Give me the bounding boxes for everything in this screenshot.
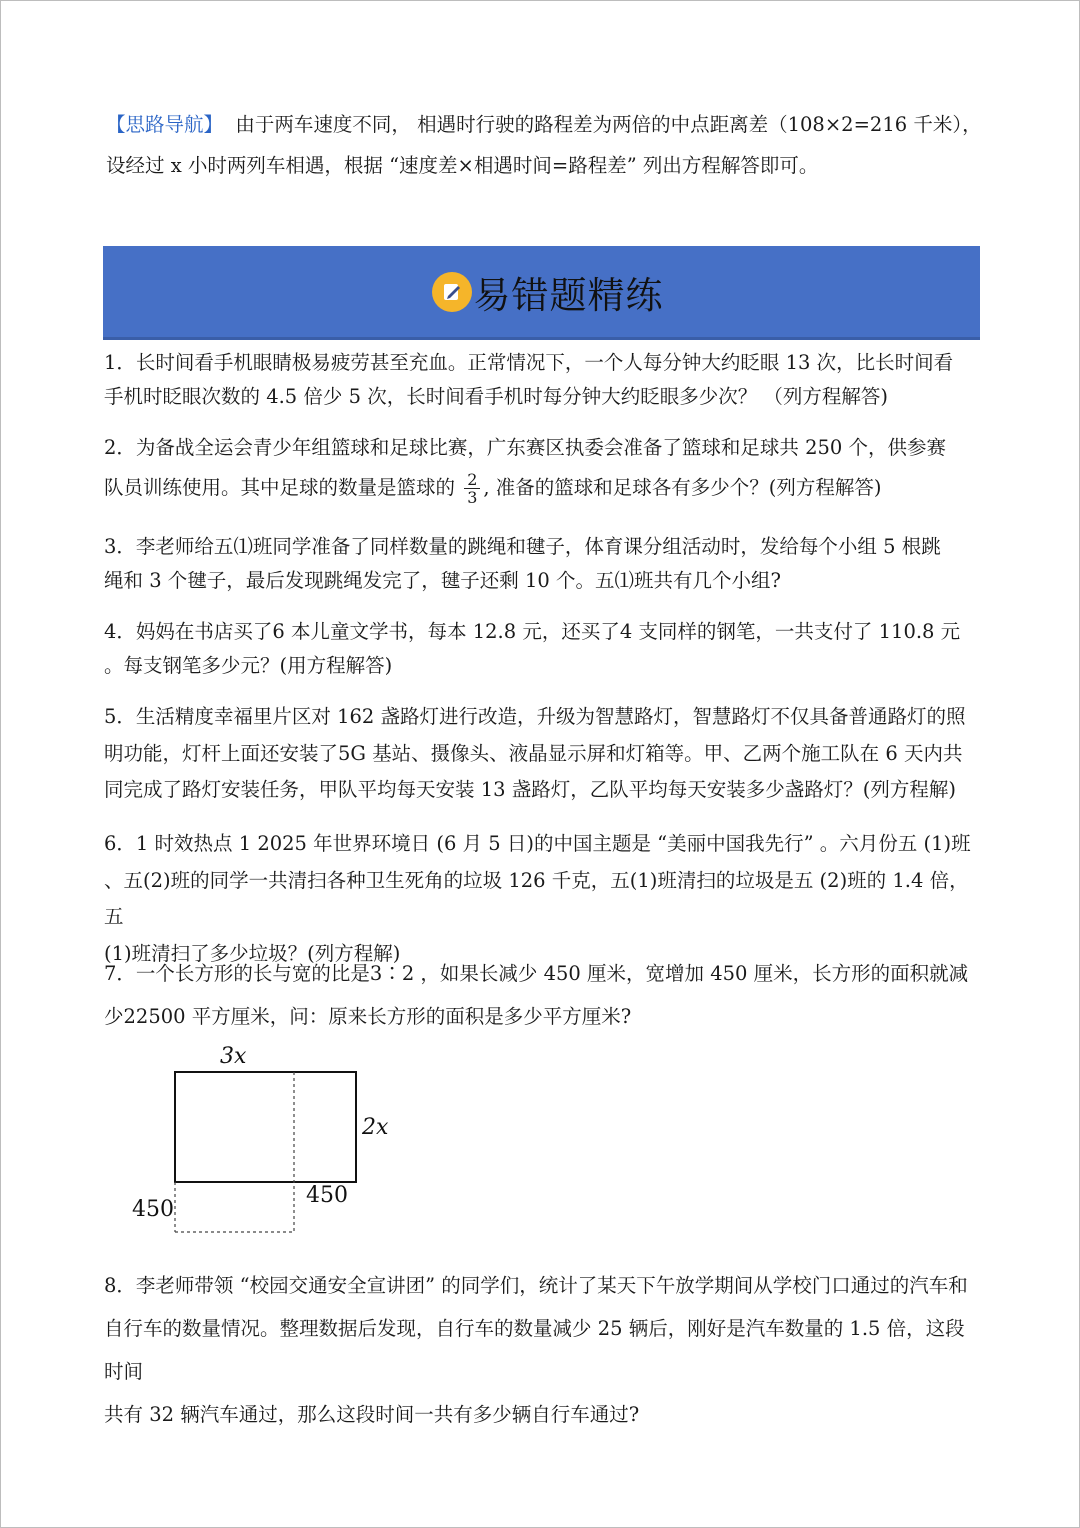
question-line: 手机时眨眼次数的 4.5 倍少 5 次，长时间看手机时每分钟大约眨眼多少次？ （列方程解答)	[104, 385, 889, 408]
question-2	[104, 431, 984, 506]
banner-content	[432, 265, 664, 319]
fraction	[464, 471, 480, 506]
hint-text-1: 由于两车速度不同， 相遇时行驶的路程差为两倍的中点距离差（108×2=216 千米），	[235, 113, 982, 136]
question-line: 同完成了路灯安装任务，甲队平均每天安装 13 盏路灯，乙队平均每天安装多少盏路灯？(列方程解)	[104, 778, 956, 801]
banner-title: 易错题精练	[473, 273, 664, 317]
original-rectangle	[175, 1072, 356, 1182]
question-line: (1)班清扫了多少垃圾？(列方程解)	[104, 941, 401, 965]
question-line: 5．生活精度幸福里片区对 162 盏路灯进行改造，升级为智慧路灯，智慧路灯不仅具备普通路灯的照	[104, 705, 966, 728]
fraction-denominator: 3	[467, 488, 478, 507]
question-5	[104, 699, 984, 809]
question-4	[104, 615, 984, 683]
question-line: 8．李老师带领 “校园交通安全宣讲团” 的同学们，统计了某天下午放学期间从学校门口通过的汽车和	[104, 1274, 968, 1297]
rectangle-diagram	[120, 1036, 420, 1246]
question-line: 共有 32 辆汽车通过，那么这段时间一共有多少辆自行车通过?	[104, 1403, 640, 1426]
label-bottom-mid: 450	[306, 1183, 348, 1208]
question-line: 绳和 3 个毽子，最后发现跳绳发完了，毽子还剩 10 个。五⑴班共有几个小组?	[104, 569, 781, 592]
question-line: 。每支钢笔多少元？(用方程解答)	[104, 654, 393, 677]
question-line: 明功能，灯杆上面还安装了5G 基站、摄像头、液晶显示屏和灯箱等。甲、乙两个施工队在 6 天内共	[104, 741, 963, 765]
label-top: 3x	[220, 1044, 247, 1069]
question-1	[104, 346, 984, 414]
hint-line-2: 设经过 x 小时两列车相遇，根据 “速度差×相遇时间=路程差” 列出方程解答即可。	[106, 154, 819, 177]
question-line: 1．长时间看手机眼睛极易疲劳甚至充血。正常情况下，一个人每分钟大约眨眼 13 次，比长时间看	[104, 351, 954, 374]
question-8	[104, 1264, 984, 1436]
question-line: 少22500 平方厘米，问：原来长方形的面积是多少平方厘米?	[104, 1005, 632, 1028]
hint-tag: 【思路导航】	[106, 113, 224, 136]
question-line: 4．妈妈在书店买了6 本儿童文学书，每本 12.8 元，还买了4 支同样的钢笔，一共支付了 110.8 元	[104, 620, 961, 643]
label-right: 2x	[362, 1115, 389, 1140]
question-7	[104, 952, 984, 1038]
question-line: 自行车的数量情况。整理数据后发现，自行车的数量减少 25 辆后，刚好是汽车数量的 1.5 倍，这段时间	[104, 1317, 965, 1383]
fraction-numerator: 2	[464, 471, 480, 489]
edit-note-icon	[432, 272, 472, 312]
question-text: 队员训练使用。其中足球的数量是篮球的	[104, 476, 456, 499]
question-line: 2．为备战全运会青少年组篮球和足球比赛，广东赛区执委会准备了篮球和足球共 250 个，供参赛	[104, 436, 947, 459]
question-6	[104, 826, 984, 972]
question-line: 7．一个长方形的长与宽的比是3∶2 ，如果长减少 450 厘米，宽增加 450 厘米，长方形的面积就减	[104, 962, 969, 985]
question-line	[104, 471, 984, 506]
rectangle-figure	[120, 1036, 420, 1250]
hint-paragraph	[106, 104, 986, 186]
question-line: 3．李老师给五⑴班同学准备了同样数量的跳绳和毽子，体育课分组活动时，发给每个小组 5 根跳	[104, 535, 941, 558]
hint-line-1	[106, 104, 986, 145]
question-line: 、五(2)班的同学一共清扫各种卫生死角的垃圾 126 千克，五(1)班清扫的垃圾是五 (2)班的 1.4 倍，五	[104, 868, 969, 928]
question-text: , 准备的篮球和足球各有多少个？(列方程解答)	[483, 476, 882, 499]
label-bottom-left: 450	[132, 1197, 174, 1222]
question-line: 6．1 时效热点 1 2025 年世界环境日 (6 月 5 日)的中国主题是 “美丽中国我先行” 。六月份五 (1)班	[104, 832, 971, 855]
question-3	[104, 530, 984, 598]
section-banner	[103, 246, 980, 340]
